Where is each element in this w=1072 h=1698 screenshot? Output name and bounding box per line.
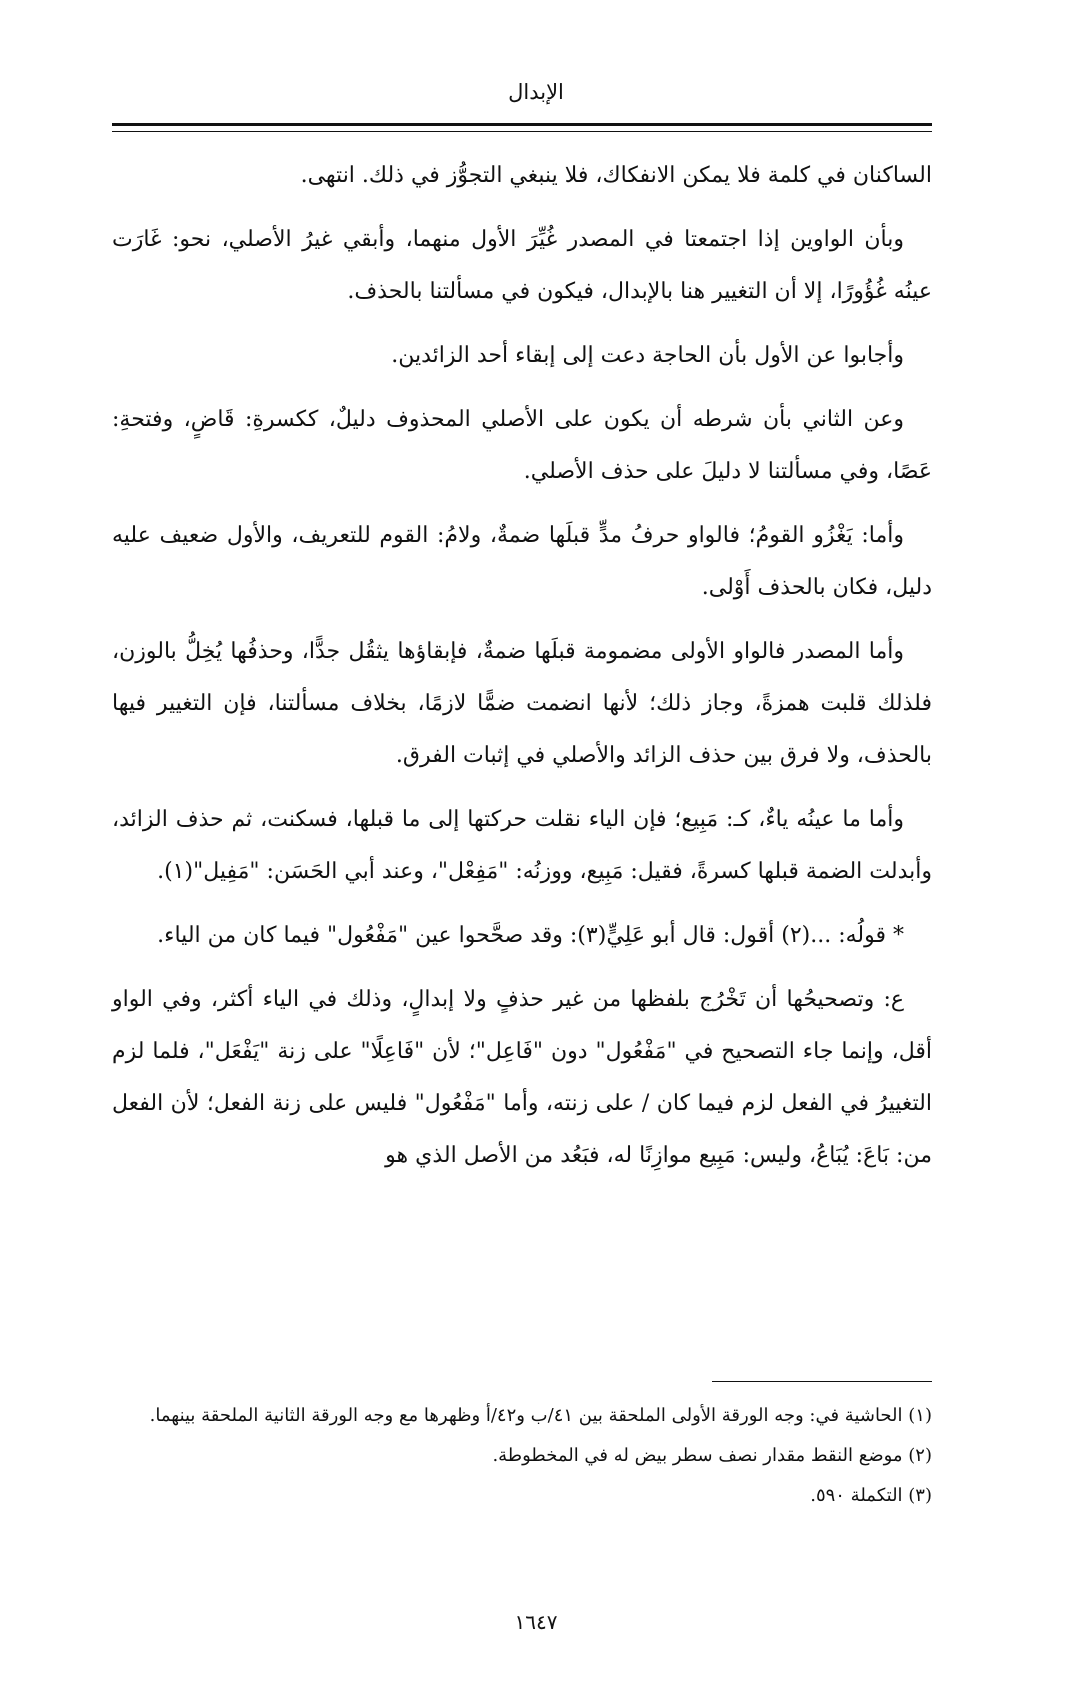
paragraph: وعن الثاني بأن شرطه أن يكون على الأصلي المحذوف دليلٌ، ككسرةِ: قَاضٍ، وفتحةِ: عَصًا، وفي مسألتنا لا دليلَ على حذف الأصلي. xyxy=(112,407,932,484)
paragraph: وأما: يَغْزُو القومُ؛ فالواو حرفُ مدٍّ قبلَها ضمةٌ، ولامُ: القوم للتعريف، والأول ضعيف عليه دليل، فكان بالحذف أَوْلى. xyxy=(112,523,932,600)
running-header: الإبدال xyxy=(508,80,564,104)
footnote: (٢) موضع النقط مقدار نصف سطر بيض له في المخطوطة. xyxy=(492,1445,932,1466)
main-text xyxy=(112,150,932,1194)
paragraph: الساكنان في كلمة فلا يمكن الانفكاك، فلا ينبغي التجوُّز في ذلك. انتهى. xyxy=(300,163,932,188)
header-rule-thick xyxy=(112,123,932,126)
page-number: ١٦٤٧ xyxy=(514,1610,558,1634)
paragraph: وبأن الواوين إذا اجتمعتا في المصدر غُيِّرَ الأول منهما، وأبقي غيرُ الأصلي، نحو: غَارَت عينُه غُؤُورًا، إلا أن التغيير هنا بالإبدال، فيكون في مسألتنا بالحذف. xyxy=(112,227,932,304)
footnotes xyxy=(112,1396,932,1516)
paragraph: وأما ما عينُه ياءٌ، كـ: مَبِيع؛ فإن الياء نقلت حركتها إلى ما قبلها، فسكنت، ثم حذف الزائد، وأبدلت الضمة قبلها كسرةً، فقيل: مَبِيع، ووزنُه: "مَفِعْل"، وعند أبي الحَسَن: "مَفِيل"(١). xyxy=(112,807,932,884)
header-rule-thin xyxy=(112,131,932,132)
paragraph: * قولُه: ...(٢) أقول: قال أبو عَلِيٍّ(٣): وقد صحَّحوا عين "مَفْعُول" فيما كان من الياء. xyxy=(157,923,904,948)
footnote: (٣) التكملة ٥٩٠. xyxy=(810,1485,932,1506)
paragraph: ع: وتصحيحُها أن تَخْرُج بلفظها من غير حذفٍ ولا إبدالٍ، وذلك في الياء أكثر، وفي الواو أقل، وإنما جاء التصحيح في "مَفْعُول" دون "فَاعِل"؛ لأن "فَاعِلًا" على زنة "يَفْعَل"، فلما لزم التغييرُ في الفعل لزم فيما كان / على زنته، وأما "مَفْعُول" فليس على زنة الفعل؛ لأن الفعل من: بَاعَ: يُبَاعُ، وليس: مَبِيع موازِنًا له، فبَعُد من الأصل الذي هو xyxy=(112,987,932,1168)
paragraph: وأجابوا عن الأول بأن الحاجة دعت إلى إبقاء أحد الزائدين. xyxy=(391,343,904,368)
footnote-separator xyxy=(712,1381,932,1382)
paragraph: وأما المصدر فالواو الأولى مضمومة قبلَها ضمةٌ، فإبقاؤها يثقُل جدًّا، وحذفُها يُخِلُّ بالوزن، فلذلك قلبت همزةً، وجاز ذلك؛ لأنها انضمت ضمًّا لازمًا، بخلاف مسألتنا، فإن التغيير فيها بالحذف، ولا فرق بين حذف الزائد والأصلي في إثبات الفرق. xyxy=(112,639,932,768)
footnote: (١) الحاشية في: وجه الورقة الأولى الملحقة بين ٤١/ب و٤٢/أ وظهرها مع وجه الورقة الثانية الملحقة بينهما. xyxy=(149,1405,932,1426)
